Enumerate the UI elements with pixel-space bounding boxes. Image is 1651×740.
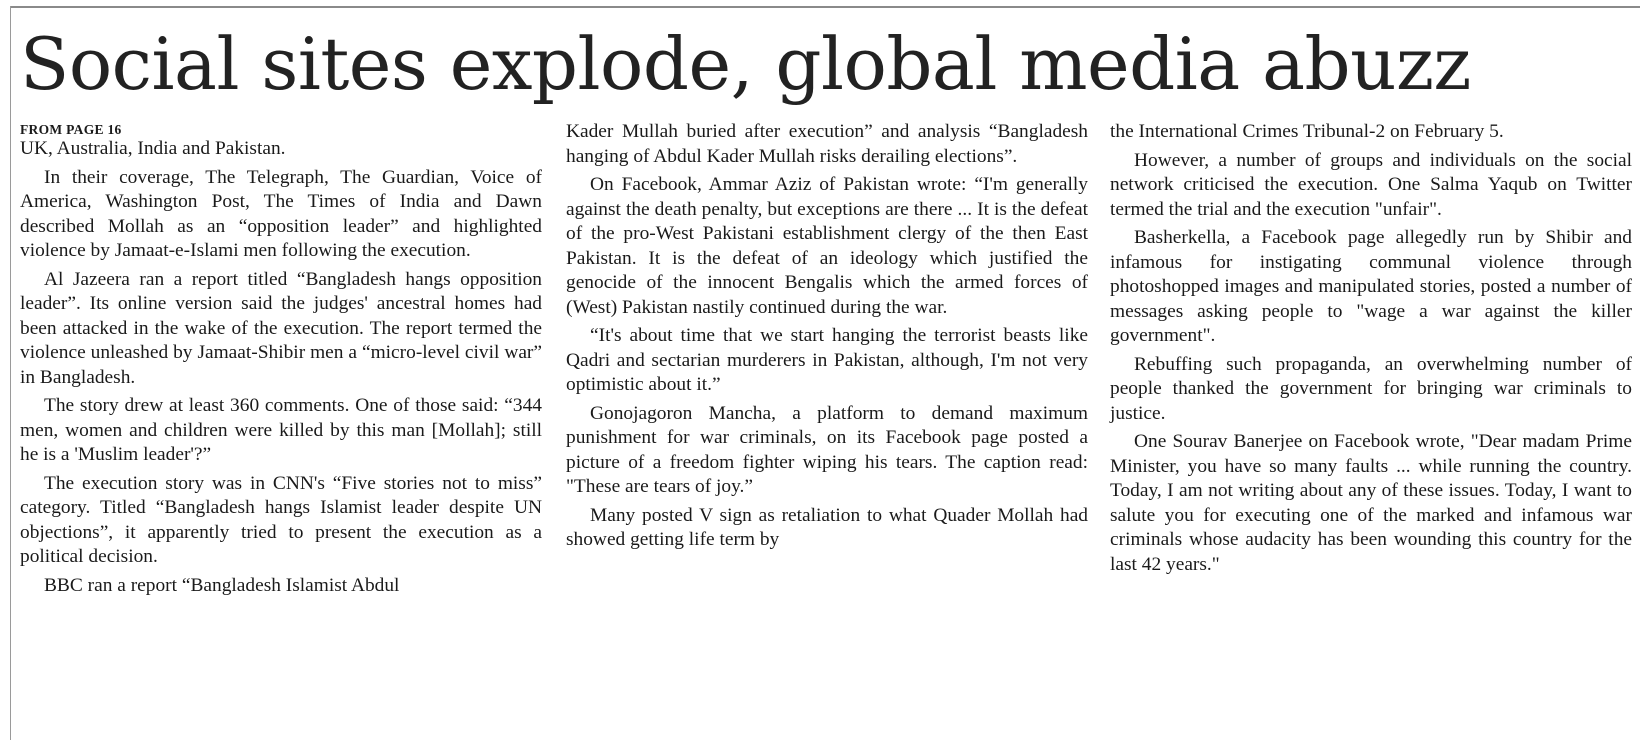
paragraph: Rebuffing such propaganda, an overwhelming number of people thanked the government for bringing war criminals to justice. (1110, 353, 1632, 424)
article-column-2 (566, 120, 1088, 557)
article-body (20, 120, 1632, 736)
paragraph: UK, Australia, India and Pakistan. (20, 138, 286, 159)
paragraph: “It's about time that we start hanging the terrorist beasts like Qadri and sectarian murderers in Pakistan, although, I'm not very optimistic about it.” (566, 325, 1088, 395)
paragraph: Al Jazeera ran a report titled “Bangladesh hangs opposition leader”. Its online version said the judges' ancestral homes had been attacked in the wake of the execution. The report termed the violence unleashed by Jamaat-Shibir men a “micro-level civil war” in Bangladesh. (20, 268, 542, 388)
article-headline: Social sites explode, global media abuzz (20, 22, 1471, 106)
paragraph: BBC ran a report “Bangladesh Islamist Abdul (44, 574, 400, 596)
paragraph: However, a number of groups and individuals on the social network criticised the execution. One Salma Yaqub on Twitter termed the trial and the execution "unfair". (1110, 149, 1632, 220)
paragraph: the International Crimes Tribunal-2 on February 5. (1110, 121, 1504, 142)
paragraph: The story drew at least 360 comments. One of those said: “344 men, women and children were killed by this man [Mollah]; still he is a 'Muslim leader'?” (20, 395, 542, 465)
paragraph: Many posted V sign as retaliation to what Quader Mollah had showed getting life term by (566, 504, 1088, 550)
paragraph: One Sourav Banerjee on Facebook wrote, "Dear madam Prime Minister, you have so many faults ... while running the country. Today, I am not writing about any of these issues. Today, I want to salute you for executing one of the marked and infamous war criminals whose audacity has been wounding this country for the last 42 years." (1110, 431, 1632, 575)
paragraph: In their coverage, The Telegraph, The Guardian, Voice of America, Washington Post, The Times of India and Dawn described Mollah as an “opposition leader” and highlighted violence by Jamaat-e-Islami men following the execution. (20, 166, 542, 261)
left-border-rule (10, 6, 11, 740)
article-column-1 (20, 120, 542, 602)
paragraph: Gonojagoron Mancha, a platform to demand maximum punishment for war criminals, on its Facebook page posted a picture of a freedom fighter wiping his tears. The caption read: "These are tears of joy.” (566, 402, 1088, 497)
top-border-rule (10, 6, 1640, 8)
paragraph: The execution story was in CNN's “Five stories not to miss” category. Titled “Bangladesh hangs Islamist leader despite UN objections”, it apparently tried to present the execution as a political decision. (20, 472, 542, 567)
paragraph: Kader Mullah buried after execution” and analysis “Bangladesh hanging of Abdul Kader Mullah risks derailing elections”. (566, 121, 1088, 167)
paragraph: On Facebook, Ammar Aziz of Pakistan wrote: “I'm generally against the death penalty, but exceptions are there ... It is the defeat of the pro-West Pakistani establishment clergy of the then East Pakistan. It is the defeat of an ideology which justified the genocide of the innocent Bengalis which the armed forces of (West) Pakistan nastily continued during the war. (566, 174, 1088, 318)
continuation-kicker: FROM PAGE 16 (20, 122, 122, 137)
paragraph: Basherkella, a Facebook page allegedly run by Shibir and infamous for instigating communal violence through photoshopped images and manipulated stories, posted a number of messages asking people to "wage a war against the killer government". (1110, 227, 1632, 346)
article-column-3 (1110, 120, 1632, 581)
